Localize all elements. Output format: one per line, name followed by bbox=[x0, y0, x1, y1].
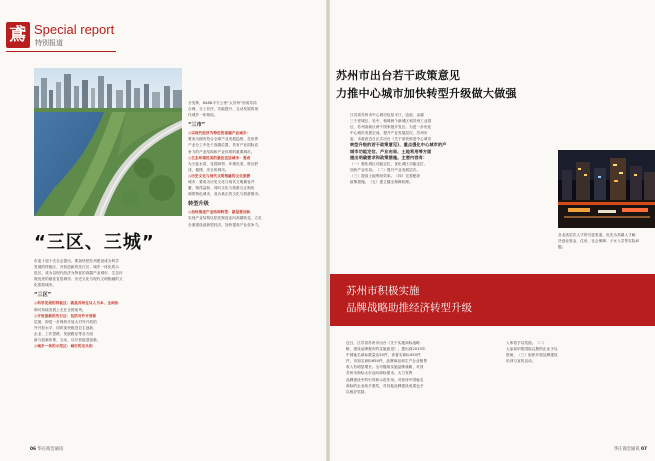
subheading-sancheng: “三市” bbox=[188, 122, 206, 129]
banner-title-line-1: 苏州市积极实施 bbox=[346, 285, 420, 297]
text-line: 调的特色城市，成为真正的文化与旅游强市。 bbox=[188, 192, 262, 197]
text-line: 政策措施。（五）建立健全保障机制。 bbox=[350, 180, 413, 185]
text-line: 苏州市商标大市迈向商标强市。大力发挥 bbox=[346, 371, 413, 376]
text-line: 企业、工作思路、发展路径等各方面 bbox=[34, 331, 94, 336]
text-line: 产业分工中处于高端位置，具有产业国际竞 bbox=[188, 143, 259, 148]
article-body bbox=[350, 112, 554, 185]
text-line: （三）提高土地利用效率。（四）完善配套 bbox=[350, 173, 421, 178]
text-line: 加快产业布局。（二）提升产业发展层次。 bbox=[350, 167, 421, 172]
section-title-en: Special report bbox=[34, 22, 115, 37]
text-line: ◎生态环境优美的最佳宜居城市：要成 bbox=[188, 155, 251, 160]
left-page bbox=[0, 0, 326, 461]
text-line: 城市功能定位、产业布局、土地利用等方面 bbox=[350, 148, 432, 154]
text-line: 要成为拥有符合全球产业发展趋势、在世界 bbox=[188, 137, 259, 142]
text-line: ◎加快推进产业结构转型：就是要加快 bbox=[188, 210, 251, 215]
article-title-line-2: 力推中心城市加快转型升级做大做强 bbox=[336, 87, 517, 100]
text-line: 层面，即进一步保持开放大对外开放的 bbox=[34, 319, 97, 324]
text-line: 中心城市发展空间，提升产业发展层次，苏州市 bbox=[350, 131, 428, 136]
publication-name: 华庄商会通讯 bbox=[37, 447, 64, 452]
text-line: 化旅游城市。 bbox=[34, 283, 57, 288]
text-line: ◎城乡一体的示范区：城市的龙头和 bbox=[34, 344, 93, 349]
text-line: 决创业资金、住房、社会保障、子女入学等实际问 bbox=[558, 239, 640, 244]
text-line: 以相应奖励。 bbox=[346, 389, 369, 394]
text-line: 区、苏州高新区两个国家级开发区。为进一步优化 bbox=[350, 125, 432, 130]
publication-name: 华庄商会通讯 bbox=[613, 447, 640, 452]
section-divider bbox=[6, 51, 116, 52]
text-line: 新与创新体系，互动，以开放促进创新。 bbox=[34, 338, 101, 343]
subheading-upgrade: 转型升级 bbox=[188, 201, 209, 208]
section-logo-icon bbox=[6, 22, 30, 48]
text-line: 境优美的最佳宜居城市、历史文化与现代文明相融的文 bbox=[34, 277, 123, 282]
subheading-sanqu: “三区” bbox=[34, 292, 52, 299]
text-line: 江苏省苏州市中心城市包括平江、沧浪、金阊 bbox=[350, 113, 424, 117]
intro-column bbox=[34, 258, 182, 349]
right-page bbox=[330, 0, 655, 461]
text-line: 入库将予以奖励。（二） bbox=[506, 341, 547, 345]
big-title: “三区、三城” bbox=[34, 232, 155, 253]
text-line: 品牌建设中的引导和示范作用。对获得中国驰名 bbox=[346, 377, 424, 382]
text-line: ◎开放创新的先行区：包括对外开放和 bbox=[34, 313, 97, 318]
text-line: 分发挥，8488平方公里“大苏州”形成布局 bbox=[188, 101, 257, 105]
bottom-article-col-1 bbox=[346, 340, 496, 395]
text-line: 培训与宣传活动。 bbox=[506, 359, 536, 364]
text-line: 适、便捷、安全的城市。 bbox=[188, 167, 229, 172]
text-line: 人参加申报国际注册的企业予以 bbox=[506, 347, 558, 352]
text-line: 实现产业结构以依托制造业向高端转变，立足 bbox=[188, 216, 262, 221]
text-line: 发展的样板区、开放创新的先行区、城乡一体化的示 bbox=[34, 265, 119, 270]
text-line: 转型升级的若干政策意见》，重点强化中心城市的产 bbox=[350, 142, 447, 148]
second-column bbox=[188, 100, 320, 228]
text-line: 委、市政府近日正式出台《关于加快推进中心城市 bbox=[350, 137, 432, 142]
text-line: 市委十届十次全会提出，要加快把苏州建设成为科学 bbox=[34, 259, 119, 263]
section-title-zh: 特别报道 bbox=[35, 39, 63, 47]
text-line: 商标的企业给予重奖，对其他品牌建设成果也予 bbox=[346, 383, 424, 388]
section-glyph: 鳶 bbox=[9, 25, 26, 45]
text-line: 提出明确要求和政策措施。主要内容有： bbox=[350, 154, 428, 160]
article-banner bbox=[330, 274, 655, 326]
text-line: 争力的产业结构和产业体系的重要城市。 bbox=[188, 149, 255, 154]
page-number: 07 bbox=[641, 447, 647, 452]
city-aerial-photo bbox=[34, 68, 182, 216]
text-line: 蓄、相得益彰，同时文化与旅游互互相协 bbox=[188, 186, 255, 191]
city-photo-illustration bbox=[34, 68, 182, 216]
banner-title-line-2: 品牌战略助推经济转型升级 bbox=[346, 302, 472, 314]
text-line: 收入有明显增长。全市继续实施品牌战略，对获 bbox=[346, 365, 424, 370]
text-line: 近日，江苏省苏州市出台《关于实施商标战略 bbox=[346, 341, 420, 345]
page-number: 06 bbox=[30, 447, 36, 452]
text-line: （一）强化城区功能定位，优化城区功能定位、 bbox=[350, 161, 428, 166]
text-line: 合理、分工有序、功能提升、互动发展的现 bbox=[188, 107, 259, 112]
article-title-line-1: 苏州市出台若干政策意见 bbox=[336, 69, 461, 82]
text-line: 资助，（三）组织开展品牌建设 bbox=[506, 353, 558, 358]
text-line: ◎以现代经济为特征的高端产业城市： bbox=[188, 131, 251, 136]
text-line: 三个老城区，吴中、相城两个新城区和苏州工业园 bbox=[350, 119, 432, 124]
left-footer bbox=[30, 446, 63, 452]
text-line: 城市：要成为历史文化与现代文明兼容并 bbox=[188, 180, 255, 185]
text-line: 代城乡一体格局。 bbox=[188, 113, 218, 118]
text-line: 范区，成为以现代经济为特征的高端产业城市、生态环 bbox=[34, 271, 123, 276]
text-line: ◎科学发展的样板区：就是苏州在以人为本、全面协 bbox=[34, 301, 119, 306]
text-line: 件，市知名商标650件，品牌商品和生产企业销售 bbox=[346, 359, 428, 364]
text-line: 调可持续发展上走在全国前列。 bbox=[34, 307, 86, 312]
text-line: 各业高层次人才的引进渠道，优先为高端人才解 bbox=[558, 233, 636, 237]
photo-caption-text bbox=[558, 232, 652, 250]
night-city-photo bbox=[558, 150, 655, 228]
text-line: 全面建设创新型经济，加快提高产业竞争力。 bbox=[188, 222, 262, 227]
text-line: 中国驰名商标数量达50件，省著名商标450件 bbox=[346, 353, 421, 358]
text-line: 外开放水平，同时加快推进自主创新， bbox=[34, 325, 97, 330]
text-line: 为天蓝水清、花园绿邻、环境优美、科目舒 bbox=[188, 161, 259, 166]
text-line: 略，建设品牌强市的实施意见》，提出到2015年 bbox=[346, 347, 426, 352]
text-line: 题。 bbox=[558, 245, 566, 250]
right-footer bbox=[614, 446, 647, 452]
text-line: ◎历史文化与现代文明相融的文化旅游 bbox=[188, 173, 251, 178]
bottom-article-col-2 bbox=[506, 340, 646, 364]
night-photo-illustration bbox=[558, 150, 655, 228]
